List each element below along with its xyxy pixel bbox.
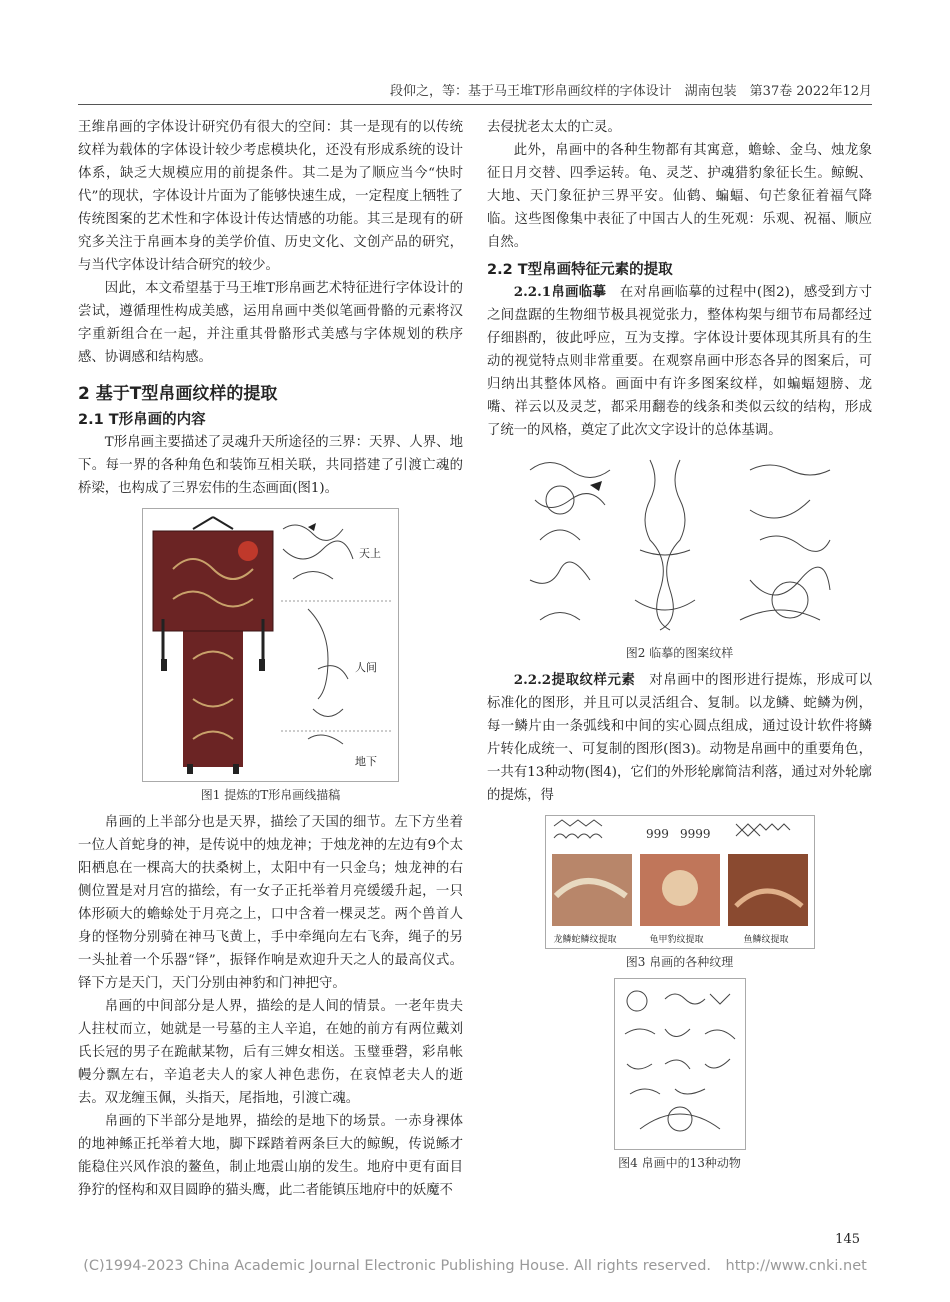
animal-sketches bbox=[615, 979, 745, 1149]
figure-4 bbox=[487, 978, 872, 1171]
zone-label-heaven: 天上 bbox=[359, 547, 381, 560]
texture-label: 鱼鳞纹提取 bbox=[743, 935, 789, 945]
figure-3-caption: 图3 帛画的各种纹理 bbox=[625, 955, 734, 969]
page-number: 145 bbox=[835, 1232, 860, 1247]
paragraph bbox=[487, 281, 872, 442]
svg-text:9999: 9999 bbox=[679, 827, 711, 841]
texture-panels bbox=[546, 816, 814, 948]
paragraph-body: 对帛画中的图形进行提炼，形成可以标准化的图形，并且可以灵活组合、复制。以龙鳞、蛇鳞为例，每一鳞片由一条弧线和中间的实心圆点组成，通过设计软件将鳞片转化成统一、可复制的图形(图3)。动物是帛画中的重要角色，一共有13种动物(图4)，它们的外形轮廓简洁利落，通过对外轮廓的提炼，得 bbox=[487, 673, 872, 803]
copyright-footer: (C)1994-2023 China Academic Journal Electronic Publishing House. All rights reserved. http://www.cnki.net bbox=[83, 1258, 867, 1274]
figure-2 bbox=[487, 450, 872, 661]
texture-label: 龙鳞蛇鳞纹提取 bbox=[553, 935, 617, 945]
paragraph: 帛画的上半部分也是天界，描绘了天国的细节。左下方坐着一位人首蛇身的神，是传说中的烛龙神；于烛龙神的左边有9个太阳栖息在一棵高大的扶桑树上，太阳中有一只金乌；烛龙神的右侧位置是对月宫的描绘，有一女子正托举着月亮缓缓升起，一只体形硕大的蟾蜍处于月亮之上，口中含着一棵灵芝。两个兽首人身的怪物分别骑在神马飞黄上，手中牵绳向左右飞奔，绳子的另一头扯着一个乐器“铎”，振铎作响是欢迎升天之人的最高仪式。铎下方是天门，天门分别由神豹和门神把守。 bbox=[78, 815, 463, 991]
right-column bbox=[487, 116, 872, 1179]
figure-3 bbox=[487, 815, 872, 970]
paragraph: 去侵扰老太太的亡灵。 bbox=[487, 120, 621, 135]
paragraph bbox=[487, 669, 872, 807]
paragraph: 此外，帛画中的各种生物都有其寓意，蟾蜍、金乌、烛龙象征日月交替、四季运转。龟、灵芝、护魂猎豹象征长生。鲸鲵、大地、天门象征护三界平安。仙鹤、蝙蝠、句芒象征着福气降临。这些图像集中表征了中国古人的生死观：乐观、祝福、顺应自然。 bbox=[487, 143, 872, 250]
paragraph: 帛画的下半部分是地界，描绘的是地下的场景。一赤身裸体的地神鲧正托举着大地，脚下踩踏着两条巨大的鲸鲵，传说鲧才能稳住兴风作浪的鳌鱼，制止地震山崩的发生。地府中更有面目狰狞的怪构和双目圆睁的猫头鹰，此二者能镇压地府中的妖魔不 bbox=[78, 1114, 463, 1198]
figure-1-caption: 图1 提炼的T形帛画线描稿 bbox=[200, 788, 341, 802]
paragraph: T形帛画主要描述了灵魂升天所途径的三界：天界、人界、地下。每一界的各种角色和装饰互相关联，共同搭建了引渡亡魂的桥梁，也构成了三界宏伟的生态画面(图1)。 bbox=[78, 435, 463, 496]
figure-1 bbox=[78, 508, 463, 803]
left-column bbox=[78, 116, 463, 1202]
paragraph: 帛画的中间部分是人界，描绘的是人间的情景。一老年贵夫人拄杖而立，她就是一号墓的主人辛追，在她的前方有两位戴刘氏长冠的男子在跪献某物，后有三婢女相送。玉璧垂磬，彩帛帐幔分飘左右，辛追老夫人的家人神色悲伤，在哀悼老夫人的逝去。双龙缠玉佩，头指天，尾指地，引渡亡魂。 bbox=[78, 999, 463, 1106]
figure-4-caption: 图4 帛画中的13种动物 bbox=[618, 1156, 741, 1170]
running-header: 段仰之，等：基于马王堆T形帛画纹样的字体设计 湖南包装 第37卷 2022年12月 bbox=[78, 80, 872, 105]
paragraph: 王维帛画的字体设计研究仍有很大的空间：其一是现有的以传统纹样为载体的字体设计较少考虑模块化，还没有形成系统的设计体系，缺乏大规模应用的前提条件。其二是为了顺应当今“快时代”的现状，字体设计片面为了能够快速生成，一定程度上牺牲了传统图案的艺术性和字体设计传达情感的功能。其三是现有的研究多关注于帛画本身的美学价值、历史文化、文创产品的研究，与当代字体设计结合研究的较少。 bbox=[78, 120, 463, 273]
paragraph-body: 在对帛画临摹的过程中(图2)，感受到方寸之间盘踞的生物细节极具视觉张力，整体构架与细节布局都经过仔细斟酌，彼此呼应，互为支撑。字体设计要体现其所具有的生动的视觉特点则非常重要。在观察帛画中形态各异的图案后，可归纳出其整体风格。画面中有许多图案纹样，如蝙蝠翅膀、龙嘴、祥云以及灵芝，都采用翻卷的线条和类似云纹的结构，形成了统一的风格，奠定了此次文字设计的总体基调。 bbox=[487, 285, 872, 438]
figure-3-image bbox=[545, 815, 815, 949]
figure-2-image bbox=[520, 450, 840, 640]
figure-1-image bbox=[142, 508, 399, 782]
section-heading: 2 基于T型帛画纹样的提取 bbox=[78, 384, 278, 404]
figure-2-caption: 图2 临摹的图案纹样 bbox=[625, 646, 734, 660]
svg-text:999: 999 bbox=[645, 827, 669, 841]
texture-label: 龟甲豹纹提取 bbox=[649, 935, 704, 945]
subsection-heading: 2.1 T形帛画的内容 bbox=[78, 412, 206, 428]
zone-label-underworld: 地下 bbox=[355, 755, 377, 768]
pattern-sketches bbox=[520, 450, 840, 640]
subsection-lead: 2.2.1帛画临摹 bbox=[513, 284, 607, 300]
paragraph: 因此，本文希望基于马王堆T形帛画艺术特征进行字体设计的尝试，遵循理性构成美感，运用帛画中类似笔画骨骼的元素将汉字重新组合在一起，并注重其骨骼形式美感与字体规划的秩序感、协调感和结构感。 bbox=[78, 281, 463, 365]
figure-4-image bbox=[614, 978, 746, 1150]
subsection-heading: 2.2 T型帛画特征元素的提取 bbox=[487, 262, 673, 278]
zone-label-earth: 人间 bbox=[355, 661, 377, 674]
subsection-lead: 2.2.2提取纹样元素 bbox=[513, 672, 636, 688]
